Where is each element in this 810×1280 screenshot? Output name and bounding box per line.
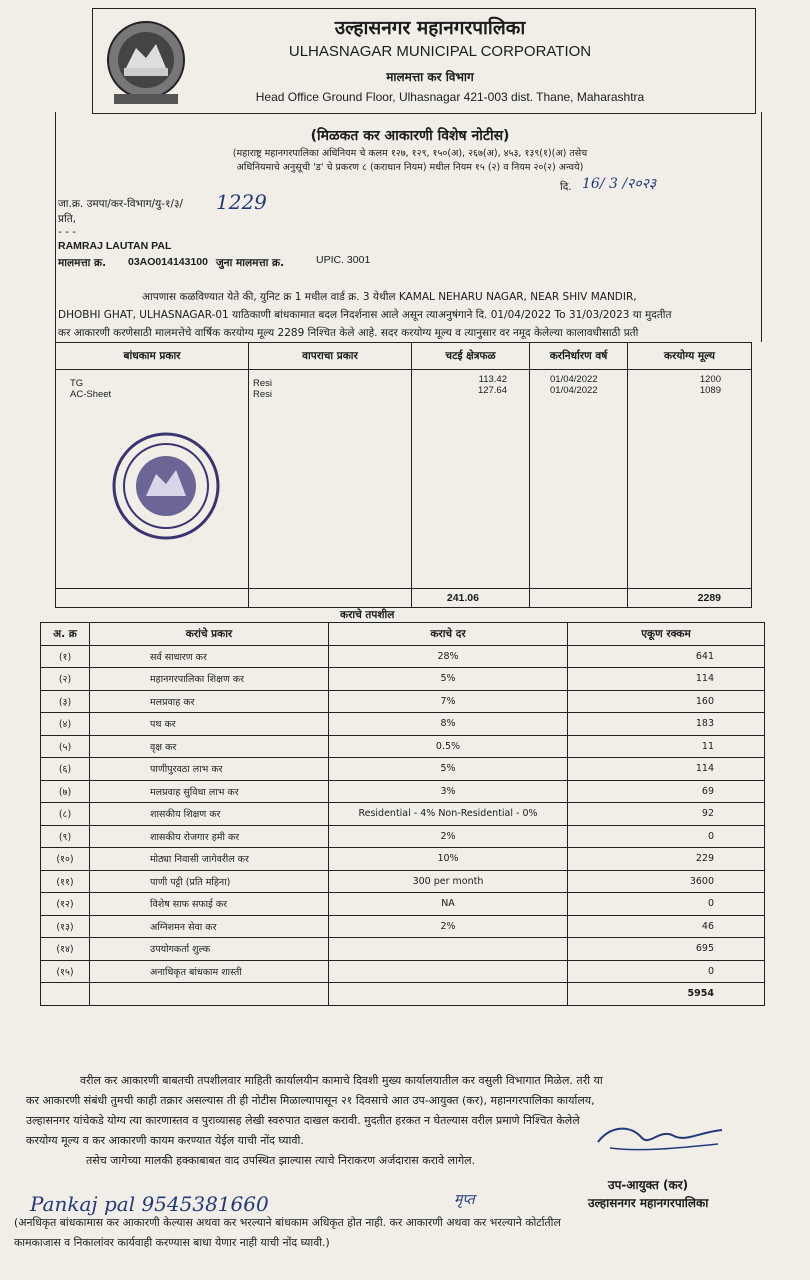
tax-row-name: मोठ्या निवासी जागेवरील कर — [90, 848, 329, 871]
tax-row-name: विशेष साफ सफाई कर — [90, 893, 329, 916]
tax-row-amount: 0 — [568, 960, 765, 983]
tax-row-amount: 695 — [568, 938, 765, 961]
col-area: चटई क्षेत्रफळ — [412, 343, 530, 370]
date-label: दि. — [560, 181, 572, 193]
tax-row-name: पाणीपुरवठा लाभ कर — [90, 758, 329, 781]
tax-row-rate: 5% — [329, 668, 568, 691]
construction-2: AC-Sheet — [70, 389, 112, 400]
tax-row-number: (८) — [41, 803, 90, 826]
col-construction: बांधकाम प्रकार — [56, 343, 249, 370]
footer-line-5: तसेच जागेच्या मालकी हक्काबाबत वाद उपस्थित झाल्यास त्याचे निराकरण अर्जदारास करावे लागेल. — [86, 1154, 476, 1167]
tax-row-name: मलप्रवाह कर — [90, 690, 329, 713]
area-1: 113.42 — [478, 374, 507, 385]
tax-row-name: महानगरपालिका शिक्षण कर — [90, 668, 329, 691]
table-row — [41, 825, 765, 848]
tax-row-number: (४) — [41, 713, 90, 736]
tax-row-amount: 229 — [568, 848, 765, 871]
title-english: ULHASNAGAR MUNICIPAL CORPORATION — [288, 43, 592, 60]
tax-row-rate — [329, 938, 568, 961]
tax-row-name: अग्निशमन सेवा कर — [90, 915, 329, 938]
tax-row-number: (११) — [41, 870, 90, 893]
tax-row-number: (९) — [41, 825, 90, 848]
tax-row-number: (६) — [41, 758, 90, 781]
tax-total: 5954 — [568, 983, 765, 1006]
tax-row-rate — [329, 960, 568, 983]
footer-line-1: वरील कर आकारणी बाबतची तपशीलवार माहिती कार्यालयीन कामाचे दिवशी मुख्य कार्यालयातील कर वसुली विभागात मिळेल. तरी या — [80, 1074, 603, 1087]
table-row — [41, 690, 765, 713]
tax-row-name: पथ कर — [90, 713, 329, 736]
prati-label: प्रति, — [58, 213, 77, 225]
usage-1: Resi — [253, 378, 273, 389]
tax-row-name: पाणी पट्टी (प्रति महिना) — [90, 870, 329, 893]
owner-name: RAMRAJ LAUTAN PAL — [58, 240, 172, 252]
tax-row-rate: 5% — [329, 758, 568, 781]
year-1: 01/04/2022 — [550, 374, 598, 385]
tax-row-amount: 114 — [568, 668, 765, 691]
tax-row-name: सर्व साधारण कर — [90, 645, 329, 668]
title-marathi: उल्हासनगर महानगरपालिका — [334, 17, 526, 39]
tax-row-rate: 28% — [329, 645, 568, 668]
tax-row-amount: 0 — [568, 825, 765, 848]
date-value: 16/ 3 /२०२३ — [582, 176, 657, 192]
act-line-1: (महाराष्ट्र महानगरपालिका अधिनियम चे कलम १२७, १२९, १५०(अ), २६७(अ), ४५३, १३९(१)(अ) तसेच — [232, 148, 588, 159]
disclaimer-line-1: (अनधिकृत बांधकामास कर आकारणी केल्यास अथवा कर भरल्याने बांधकाम अधिकृत होत नाही. कर आकारणी अथवा कर भरल्याने कोर्टातील — [14, 1216, 561, 1229]
tax-row-rate: 10% — [329, 848, 568, 871]
handwritten-contact: Pankaj pal 9545381660 — [30, 1192, 269, 1216]
col-value: करयोग्य मूल्य — [628, 343, 752, 370]
body-line-3: कर आकारणी करणेसाठी मालमत्तेचे वार्षिक करयोग्य मूल्य 2289 निश्चित केले आहे. सदर करयोग्य मूल्य व त्यानुसार वर नमूद केलेल्या कालावधीसाठी प्रती — [58, 327, 639, 339]
table-row — [41, 893, 765, 916]
signature — [590, 1118, 730, 1158]
value-1: 1200 — [699, 374, 721, 385]
tax-row-rate: Residential - 4% Non-Residential - 0% — [329, 803, 568, 826]
tax-row-rate: 3% — [329, 780, 568, 803]
tax-row-number: (७) — [41, 780, 90, 803]
tax-row-amount: 11 — [568, 735, 765, 758]
tax-row-rate: 2% — [329, 915, 568, 938]
tax-total-row — [41, 983, 765, 1006]
col-year: करनिर्धारण वर्ष — [530, 343, 628, 370]
col-rate: कराचे दर — [329, 623, 568, 646]
tax-row-number: (१) — [41, 645, 90, 668]
value-2: 1089 — [699, 385, 721, 396]
area-2: 127.64 — [477, 385, 507, 396]
handwritten-initials: मृप्त — [454, 1192, 475, 1208]
table-total-row — [56, 589, 752, 608]
tax-row-name: अनाधिकृत बांधकाम शास्ती — [90, 960, 329, 983]
tax-row-name: उपयोगकर्ता शुल्क — [90, 938, 329, 961]
tax-row-name: शासकीय रोजगार हमी कर — [90, 825, 329, 848]
usage-2: Resi — [253, 389, 273, 400]
tax-row-number: (२) — [41, 668, 90, 691]
tax-row-amount: 92 — [568, 803, 765, 826]
col-usage: वापराचा प्रकार — [249, 343, 412, 370]
table-row — [41, 848, 765, 871]
table-row — [41, 780, 765, 803]
address: Head Office Ground Floor, Ulhasnagar 421-003 dist. Thane, Maharashtra — [255, 90, 645, 104]
organization: उल्हासनगर महानगरपालिका — [588, 1196, 709, 1210]
table-row — [41, 645, 765, 668]
tax-row-rate: NA — [329, 893, 568, 916]
property-label: मालमत्ता क्र. — [58, 257, 107, 269]
tax-row-number: (३) — [41, 690, 90, 713]
tax-row-amount: 46 — [568, 915, 765, 938]
property-number: 03AO014143100 — [128, 256, 208, 268]
tax-row-number: (१५) — [41, 960, 90, 983]
footer-line-2: कर आकारणी संबंधी तुमची काही तक्रार असल्यास ती ही नोटीस मिळाल्यापासून २१ दिवसाचे आत उप-आयुक्त (कर), महानगरपालिका कार्यालय, — [26, 1094, 595, 1107]
table-row — [41, 735, 765, 758]
tax-row-rate: 8% — [329, 713, 568, 736]
total-value: 2289 — [628, 589, 752, 608]
col-tax-type: करांचे प्रकार — [90, 623, 329, 646]
tax-row-rate: 0.5% — [329, 735, 568, 758]
reference-number: 1229 — [216, 190, 267, 214]
department: मालमत्ता कर विभाग — [386, 70, 474, 84]
corporation-logo — [100, 18, 192, 108]
tax-table — [40, 622, 765, 1006]
table-row — [41, 870, 765, 893]
tax-row-rate: 2% — [329, 825, 568, 848]
table-row — [41, 803, 765, 826]
tax-row-number: (१२) — [41, 893, 90, 916]
body-line-2: DHOBHI GHAT, ULHASNAGAR-01 याठिकाणी बांधकामात बदल निदर्शनास आले असून त्याअनुषंगाने दि. 01/04/2022 To 31/03/2023 या मुदतीत — [58, 309, 672, 321]
notice-title: (मिळकत कर आकारणी विशेष नोटीस) — [310, 128, 510, 144]
table-row — [41, 938, 765, 961]
body-line-1: आपणास कळविण्यात येते की, युनिट क्र 1 मधील वार्ड क्र. 3 येथील KAMAL NEHARU NAGAR, NEAR SHIV MANDIR, — [142, 291, 637, 303]
col-sr: अ. क्र — [41, 623, 90, 646]
tax-row-number: (१०) — [41, 848, 90, 871]
year-2: 01/04/2022 — [550, 385, 598, 396]
tax-row-amount: 69 — [568, 780, 765, 803]
tax-row-name: शासकीय शिक्षण कर — [90, 803, 329, 826]
total-area: 241.06 — [412, 589, 530, 608]
tax-row-rate: 300 per month — [329, 870, 568, 893]
tax-row-name: मलप्रवाह सुविधा लाभ कर — [90, 780, 329, 803]
col-amount: एकूण रक्कम — [568, 623, 765, 646]
tax-caption: कराचे तपशील — [340, 609, 395, 621]
tax-row-rate: 7% — [329, 690, 568, 713]
tax-row-amount: 160 — [568, 690, 765, 713]
reference-label: जा.क्र. उमपा/कर-विभाग/यु-१/३/ — [58, 198, 183, 210]
table-row — [41, 758, 765, 781]
tax-row-number: (५) — [41, 735, 90, 758]
tax-row-amount: 0 — [568, 893, 765, 916]
tax-row-amount: 114 — [568, 758, 765, 781]
footer-line-4: करयोग्य मूल्य व कर आकारणी कायम करण्यात येईल याची नोंद घ्यावी. — [26, 1134, 304, 1147]
act-line-2: अधिनियमाचे अनुसूची 'ड' चे प्रकरण ८ (कराधान नियम) मधील नियम १५ (२) व नियम २०(२) अन्वये) — [236, 162, 584, 173]
disclaimer-line-2: कामकाजास व निकालांवर कार्यवाही करण्यास बाधा येणार नाही याची नोंद घ्यावी.) — [14, 1236, 330, 1249]
table-row — [41, 713, 765, 736]
table-row — [41, 960, 765, 983]
tax-row-amount: 183 — [568, 713, 765, 736]
tax-row-name: वृक्ष कर — [90, 735, 329, 758]
designation: उप-आयुक्त (कर) — [608, 1178, 689, 1192]
table-row — [41, 668, 765, 691]
construction-1: TG — [70, 378, 84, 389]
tax-row-number: (१४) — [41, 938, 90, 961]
tax-row-amount: 3600 — [568, 870, 765, 893]
upic: UPIC. 3001 — [316, 254, 371, 266]
official-seal — [110, 430, 222, 542]
old-property-label: जुना मालमत्ता क्र. — [216, 257, 285, 269]
tax-row-amount: 641 — [568, 645, 765, 668]
footer-line-3: उल्हासनगर यांचेकडे योग्य त्या कारणास्तव व पुराव्यासह लेखी स्वरुपात दाखल करावी. मुदतीत हरकत न घेतल्यास वरील प्रमाणे निश्चित केलेले — [26, 1114, 580, 1127]
table-row — [41, 915, 765, 938]
separator-dashes: - - - — [58, 226, 77, 238]
tax-row-number: (१३) — [41, 915, 90, 938]
